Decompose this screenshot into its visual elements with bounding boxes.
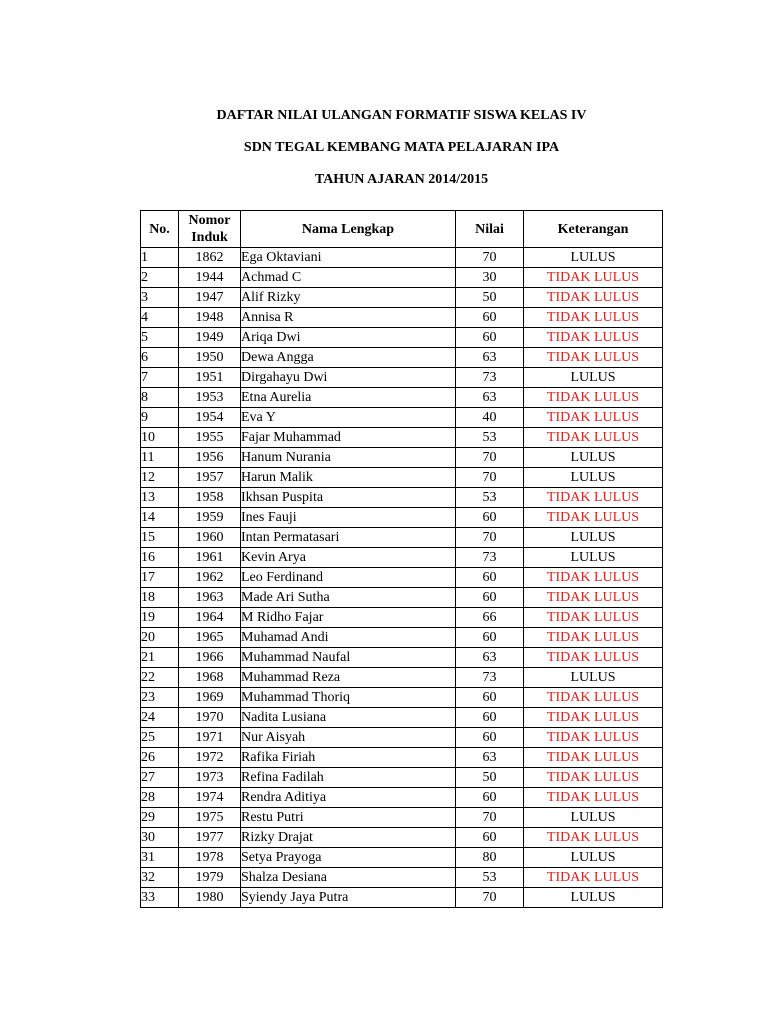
nomor-induk-cell: 1971: [179, 728, 241, 748]
student-name-cell: Restu Putri: [241, 808, 456, 828]
grade-cell: 63: [456, 388, 524, 408]
table-row: [141, 728, 663, 748]
keterangan-cell: TIDAK LULUS: [524, 768, 663, 788]
student-name-cell: Hanum Nurania: [241, 448, 456, 468]
nomor-induk-cell: 1980: [179, 888, 241, 908]
keterangan-cell: TIDAK LULUS: [524, 288, 663, 308]
student-name-cell: Muhammad Reza: [241, 668, 456, 688]
keterangan-cell: TIDAK LULUS: [524, 748, 663, 768]
row-number-cell: 11: [141, 448, 179, 468]
grade-cell: 60: [456, 828, 524, 848]
grade-cell: 70: [456, 888, 524, 908]
row-number-cell: 17: [141, 568, 179, 588]
row-number-cell: 30: [141, 828, 179, 848]
table-row: [141, 848, 663, 868]
table-row: [141, 528, 663, 548]
keterangan-cell: TIDAK LULUS: [524, 608, 663, 628]
row-number-cell: 21: [141, 648, 179, 668]
grade-cell: 70: [456, 528, 524, 548]
student-name-cell: Intan Permatasari: [241, 528, 456, 548]
table-row: [141, 368, 663, 388]
nomor-induk-cell: 1944: [179, 268, 241, 288]
row-number-cell: 20: [141, 628, 179, 648]
table-row: [141, 608, 663, 628]
academic-year-line: TAHUN AJARAN 2014/2015: [314, 172, 489, 187]
table-row: [141, 508, 663, 528]
grade-cell: 70: [456, 248, 524, 268]
nomor-induk-cell: 1862: [179, 248, 241, 268]
student-name-cell: Muhammad Thoriq: [241, 688, 456, 708]
student-name-cell: Ega Oktaviani: [241, 248, 456, 268]
table-row: [141, 588, 663, 608]
row-number-cell: 15: [141, 528, 179, 548]
nomor-induk-cell: 1955: [179, 428, 241, 448]
table-row: [141, 868, 663, 888]
nomor-induk-cell: 1954: [179, 408, 241, 428]
row-number-cell: 27: [141, 768, 179, 788]
nomor-induk-cell: 1953: [179, 388, 241, 408]
table-row: [141, 328, 663, 348]
student-name-cell: Setya Prayoga: [241, 848, 456, 868]
student-name-cell: Eva Y: [241, 408, 456, 428]
student-name-cell: Annisa R: [241, 308, 456, 328]
nomor-induk-cell: 1961: [179, 548, 241, 568]
grade-cell: 60: [456, 688, 524, 708]
nomor-induk-cell: 1970: [179, 708, 241, 728]
grade-cell: 50: [456, 768, 524, 788]
keterangan-cell: LULUS: [524, 808, 663, 828]
row-number-cell: 4: [141, 308, 179, 328]
student-name-cell: Rizky Drajat: [241, 828, 456, 848]
table-row: [141, 888, 663, 908]
column-header-nomor-induk-line2: Induk: [191, 230, 228, 245]
nomor-induk-cell: 1974: [179, 788, 241, 808]
table-row: [141, 288, 663, 308]
nomor-induk-cell: 1948: [179, 308, 241, 328]
nomor-induk-cell: 1949: [179, 328, 241, 348]
row-number-cell: 23: [141, 688, 179, 708]
keterangan-cell: TIDAK LULUS: [524, 648, 663, 668]
grade-cell: 60: [456, 308, 524, 328]
table-row: [141, 468, 663, 488]
keterangan-cell: TIDAK LULUS: [524, 408, 663, 428]
student-name-cell: Rafika Firiah: [241, 748, 456, 768]
nomor-induk-cell: 1951: [179, 368, 241, 388]
grade-cell: 80: [456, 848, 524, 868]
row-number-cell: 24: [141, 708, 179, 728]
row-number-cell: 5: [141, 328, 179, 348]
nomor-induk-cell: 1958: [179, 488, 241, 508]
row-number-cell: 31: [141, 848, 179, 868]
student-name-cell: Etna Aurelia: [241, 388, 456, 408]
student-name-cell: Nadita Lusiana: [241, 708, 456, 728]
student-name-cell: Ariqa Dwi: [241, 328, 456, 348]
nomor-induk-cell: 1977: [179, 828, 241, 848]
row-number-cell: 1: [141, 248, 179, 268]
student-name-cell: Fajar Muhammad: [241, 428, 456, 448]
table-row: [141, 488, 663, 508]
header-row: [141, 211, 663, 248]
row-number-cell: 32: [141, 868, 179, 888]
keterangan-cell: TIDAK LULUS: [524, 488, 663, 508]
table-row: [141, 708, 663, 728]
student-name-cell: Ikhsan Puspita: [241, 488, 456, 508]
column-header-nomor-induk-line1: Nomor: [188, 213, 231, 228]
table-row: [141, 828, 663, 848]
nomor-induk-cell: 1968: [179, 668, 241, 688]
keterangan-cell: LULUS: [524, 528, 663, 548]
keterangan-cell: LULUS: [524, 848, 663, 868]
student-name-cell: Harun Malik: [241, 468, 456, 488]
row-number-cell: 26: [141, 748, 179, 768]
table-row: [141, 408, 663, 428]
keterangan-cell: LULUS: [524, 448, 663, 468]
keterangan-cell: TIDAK LULUS: [524, 508, 663, 528]
keterangan-cell: LULUS: [524, 248, 663, 268]
student-name-cell: Leo Ferdinand: [241, 568, 456, 588]
document-header: [0, 108, 768, 188]
grade-cell: 50: [456, 288, 524, 308]
keterangan-cell: TIDAK LULUS: [524, 428, 663, 448]
nomor-induk-cell: 1973: [179, 768, 241, 788]
column-header-no: No.: [141, 211, 179, 248]
grade-cell: 60: [456, 508, 524, 528]
nomor-induk-cell: 1965: [179, 628, 241, 648]
keterangan-cell: TIDAK LULUS: [524, 728, 663, 748]
nomor-induk-cell: 1972: [179, 748, 241, 768]
column-header-nilai: Nilai: [456, 211, 524, 248]
table-row: [141, 688, 663, 708]
nomor-induk-cell: 1947: [179, 288, 241, 308]
row-number-cell: 9: [141, 408, 179, 428]
table-row: [141, 648, 663, 668]
grade-cell: 73: [456, 668, 524, 688]
keterangan-cell: LULUS: [524, 548, 663, 568]
keterangan-cell: TIDAK LULUS: [524, 568, 663, 588]
table-header: [141, 211, 663, 248]
nomor-induk-cell: 1966: [179, 648, 241, 668]
grade-cell: 63: [456, 348, 524, 368]
keterangan-cell: TIDAK LULUS: [524, 788, 663, 808]
grades-table: [140, 210, 663, 908]
nomor-induk-cell: 1950: [179, 348, 241, 368]
nomor-induk-cell: 1963: [179, 588, 241, 608]
keterangan-cell: LULUS: [524, 468, 663, 488]
row-number-cell: 3: [141, 288, 179, 308]
student-name-cell: Dirgahayu Dwi: [241, 368, 456, 388]
table-row: [141, 748, 663, 768]
keterangan-cell: TIDAK LULUS: [524, 588, 663, 608]
grade-cell: 60: [456, 708, 524, 728]
column-header-nama-lengkap: Nama Lengkap: [241, 211, 456, 248]
row-number-cell: 13: [141, 488, 179, 508]
student-name-cell: Muhamad Andi: [241, 628, 456, 648]
grade-cell: 60: [456, 628, 524, 648]
table-row: [141, 788, 663, 808]
school-subject-line: SDN TEGAL KEMBANG MATA PELAJARAN IPA: [243, 140, 560, 155]
keterangan-cell: TIDAK LULUS: [524, 868, 663, 888]
student-name-cell: M Ridho Fajar: [241, 608, 456, 628]
table-row: [141, 628, 663, 648]
row-number-cell: 6: [141, 348, 179, 368]
row-number-cell: 19: [141, 608, 179, 628]
table-row: [141, 428, 663, 448]
grade-cell: 73: [456, 548, 524, 568]
grade-cell: 63: [456, 748, 524, 768]
nomor-induk-cell: 1957: [179, 468, 241, 488]
table-row: [141, 668, 663, 688]
keterangan-cell: TIDAK LULUS: [524, 388, 663, 408]
student-name-cell: Nur Aisyah: [241, 728, 456, 748]
grade-cell: 60: [456, 588, 524, 608]
grade-cell: 53: [456, 488, 524, 508]
student-name-cell: Syiendy Jaya Putra: [241, 888, 456, 908]
row-number-cell: 10: [141, 428, 179, 448]
column-header-keterangan: Keterangan: [524, 211, 663, 248]
keterangan-cell: TIDAK LULUS: [524, 688, 663, 708]
nomor-induk-cell: 1962: [179, 568, 241, 588]
table-row: [141, 768, 663, 788]
table-row: [141, 268, 663, 288]
row-number-cell: 22: [141, 668, 179, 688]
keterangan-cell: TIDAK LULUS: [524, 328, 663, 348]
student-name-cell: Achmad C: [241, 268, 456, 288]
row-number-cell: 25: [141, 728, 179, 748]
keterangan-cell: TIDAK LULUS: [524, 708, 663, 728]
keterangan-cell: TIDAK LULUS: [524, 628, 663, 648]
nomor-induk-cell: 1956: [179, 448, 241, 468]
nomor-induk-cell: 1979: [179, 868, 241, 888]
nomor-induk-cell: 1959: [179, 508, 241, 528]
row-number-cell: 28: [141, 788, 179, 808]
row-number-cell: 12: [141, 468, 179, 488]
student-name-cell: Dewa Angga: [241, 348, 456, 368]
keterangan-cell: TIDAK LULUS: [524, 348, 663, 368]
table-row: [141, 308, 663, 328]
table-row: [141, 548, 663, 568]
document-title: DAFTAR NILAI ULANGAN FORMATIF SISWA KELAS IV: [216, 108, 587, 123]
keterangan-cell: TIDAK LULUS: [524, 268, 663, 288]
keterangan-cell: LULUS: [524, 668, 663, 688]
student-name-cell: Shalza Desiana: [241, 868, 456, 888]
keterangan-cell: TIDAK LULUS: [524, 308, 663, 328]
grade-cell: 60: [456, 788, 524, 808]
keterangan-cell: LULUS: [524, 368, 663, 388]
row-number-cell: 29: [141, 808, 179, 828]
keterangan-cell: LULUS: [524, 888, 663, 908]
table-row: [141, 448, 663, 468]
grade-cell: 70: [456, 808, 524, 828]
grade-cell: 70: [456, 468, 524, 488]
nomor-induk-cell: 1964: [179, 608, 241, 628]
grade-cell: 40: [456, 408, 524, 428]
grade-cell: 53: [456, 868, 524, 888]
student-name-cell: Rendra Aditiya: [241, 788, 456, 808]
row-number-cell: 14: [141, 508, 179, 528]
column-header-nomor-induk: [179, 211, 241, 248]
student-name-cell: Refina Fadilah: [241, 768, 456, 788]
row-number-cell: 18: [141, 588, 179, 608]
table-row: [141, 808, 663, 828]
table-row: [141, 248, 663, 268]
table-row: [141, 388, 663, 408]
grade-cell: 60: [456, 568, 524, 588]
keterangan-cell: TIDAK LULUS: [524, 828, 663, 848]
table-body: [141, 248, 663, 908]
row-number-cell: 33: [141, 888, 179, 908]
grade-cell: 53: [456, 428, 524, 448]
student-name-cell: Muhammad Naufal: [241, 648, 456, 668]
grade-cell: 60: [456, 328, 524, 348]
student-name-cell: Made Ari Sutha: [241, 588, 456, 608]
nomor-induk-cell: 1975: [179, 808, 241, 828]
row-number-cell: 16: [141, 548, 179, 568]
table-row: [141, 568, 663, 588]
nomor-induk-cell: 1978: [179, 848, 241, 868]
row-number-cell: 8: [141, 388, 179, 408]
grade-cell: 73: [456, 368, 524, 388]
grade-cell: 30: [456, 268, 524, 288]
table-row: [141, 348, 663, 368]
grade-cell: 60: [456, 728, 524, 748]
student-name-cell: Alif Rizky: [241, 288, 456, 308]
student-name-cell: Ines Fauji: [241, 508, 456, 528]
row-number-cell: 2: [141, 268, 179, 288]
row-number-cell: 7: [141, 368, 179, 388]
nomor-induk-cell: 1960: [179, 528, 241, 548]
grade-cell: 66: [456, 608, 524, 628]
grade-cell: 70: [456, 448, 524, 468]
student-name-cell: Kevin Arya: [241, 548, 456, 568]
nomor-induk-cell: 1969: [179, 688, 241, 708]
grade-cell: 63: [456, 648, 524, 668]
